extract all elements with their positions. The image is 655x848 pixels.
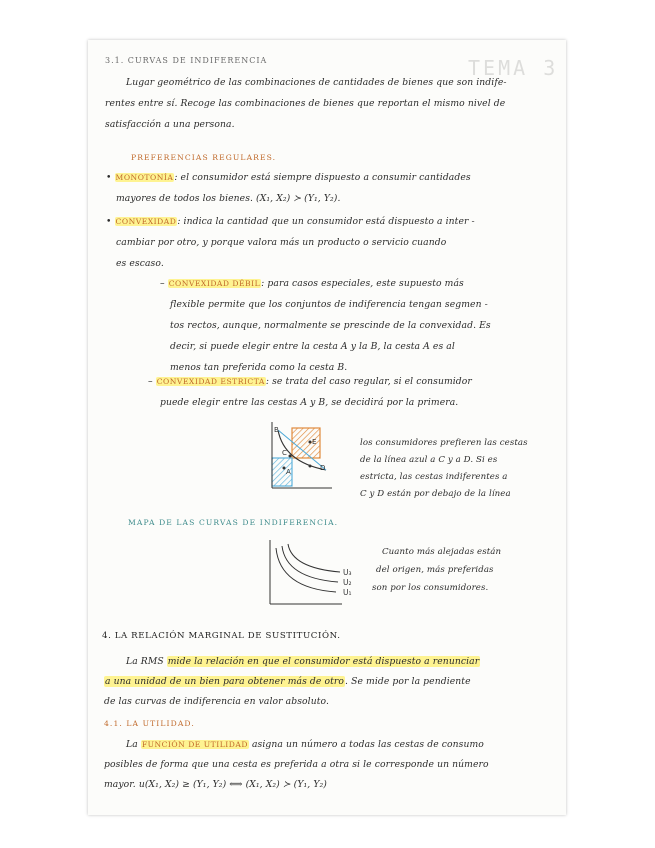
map-note-2: del origen, más preferidas xyxy=(376,565,494,575)
utility-text: asigna un número a todas las cestas de consumo xyxy=(248,739,484,750)
utility-line-3: mayor. u(X₁, X₂) ≥ (Y₁, Y₂) ⟺ (X₁, X₂) ≻ (Y₁, Y₂) xyxy=(104,779,327,790)
definition-line-2: rentes entre sí. Recoge las combinaciones de bienes que reportan el mismo nivel de xyxy=(105,98,506,109)
convexidad-line-1 xyxy=(106,216,475,227)
rms-line-3: de las curvas de indiferencia en valor absoluto. xyxy=(104,696,329,707)
map-note-1: Cuanto más alejadas están xyxy=(382,547,502,557)
map-note-3: son por los consumidores. xyxy=(372,583,489,593)
label-b: B xyxy=(274,426,279,434)
label-u3: U₃ xyxy=(343,568,352,577)
monotonia-line-2: mayores de todos los bienes. (X₁, X₂) ≻ (Y₁, Y₂). xyxy=(116,193,341,204)
rms-tail: . Se mide por la pendiente xyxy=(345,676,471,687)
utility-line-1 xyxy=(126,739,484,750)
debil-line-2: flexible permite que los conjuntos de indiferencia tengan segmen - xyxy=(170,299,488,310)
convexidad-term: CONVEXIDAD xyxy=(115,217,177,226)
debil-term: CONVEXIDAD DÉBIL xyxy=(168,279,261,288)
utility-lead: La xyxy=(126,739,141,750)
rms-highlight-2: a una unidad de un bien para obtener más de otro xyxy=(105,676,345,687)
definition-line-1: Lugar geométrico de las combinaciones de cantidades de bienes que son indife- xyxy=(126,77,507,88)
diagram1-note-3: estricta, las cestas indiferentes a xyxy=(360,472,508,482)
estricta-line-1 xyxy=(148,376,472,387)
diagram1-note-1: los consumidores prefieren las cestas xyxy=(360,438,528,448)
preferences-heading: PREFERENCIAS REGULARES. xyxy=(131,153,277,162)
diagram1-note-4: C y D están por debajo de la línea xyxy=(360,489,511,499)
label-c: C xyxy=(282,449,287,457)
estricta-term: CONVEXIDAD ESTRICTA xyxy=(156,377,265,386)
rms-highlight-1: mide la relación en que el consumidor está dispuesto a renunciar xyxy=(167,656,480,667)
label-u1: U₁ xyxy=(343,588,352,597)
point-c xyxy=(289,455,292,458)
monotonia-term: MONOTONÍA xyxy=(115,173,174,182)
dash: – xyxy=(160,278,168,289)
debil-line-1 xyxy=(160,278,464,289)
bullet: • xyxy=(106,172,115,183)
rms-lead: La RMS xyxy=(126,656,167,667)
convexidad-line-3: es escaso. xyxy=(116,258,164,269)
point-d xyxy=(309,465,312,468)
convexidad-text: : indica la cantidad que un consumidor está dispuesto a inter - xyxy=(177,216,475,227)
debil-line-5: menos tan preferida como la cesta B. xyxy=(170,362,348,373)
rms-line-1 xyxy=(126,656,480,667)
utility-line-2: posibles de forma que una cesta es preferida a otra si le corresponde un número xyxy=(104,759,489,770)
convexidad-line-2: cambiar por otro, y porque valora más un producto o servicio cuando xyxy=(116,237,447,248)
dash: – xyxy=(148,376,156,387)
debil-line-3: tos rectos, aunque, normalmente se prescinde de la convexidad. Es xyxy=(170,320,491,331)
section-4-heading: 4. LA RELACIÓN MARGINAL DE SUSTITUCIÓN. xyxy=(102,631,341,641)
rms-line-2 xyxy=(104,676,471,687)
monotonia-line-1 xyxy=(106,172,471,183)
estricta-text: : se trata del caso regular, si el consumidor xyxy=(265,376,472,387)
indifference-map-diagram xyxy=(262,538,362,608)
convexity-diagram xyxy=(262,418,346,494)
section-3-1-heading: 3.1. CURVAS DE INDIFERENCIA xyxy=(105,56,268,65)
watermark: TEMA 3 xyxy=(468,56,559,80)
monotonia-text: : el consumidor está siempre dispuesto a consumir cantidades xyxy=(174,172,471,183)
utility-term: FUNCIÓN DE UTILIDAD xyxy=(141,740,248,749)
section-4-1-heading: 4.1. LA UTILIDAD. xyxy=(104,719,195,728)
definition-line-3: satisfacción a una persona. xyxy=(105,119,235,130)
map-heading: MAPA DE LAS CURVAS DE INDIFERENCIA. xyxy=(128,518,339,527)
debil-text: : para casos especiales, este supuesto más xyxy=(261,278,464,289)
label-d: D xyxy=(320,464,326,472)
diagram1-note-2: de la línea azul a C y a D. Si es xyxy=(360,455,498,465)
bullet: • xyxy=(106,216,115,227)
estricta-line-2: puede elegir entre las cestas A y B, se decidirá por la primera. xyxy=(160,397,459,408)
label-a: A xyxy=(286,468,291,476)
debil-line-4: decir, si puede elegir entre la cesta A y la B, la cesta A es al xyxy=(170,341,455,352)
label-e: E xyxy=(312,438,317,446)
curve-u3 xyxy=(288,544,340,572)
label-u2: U₂ xyxy=(343,578,352,587)
